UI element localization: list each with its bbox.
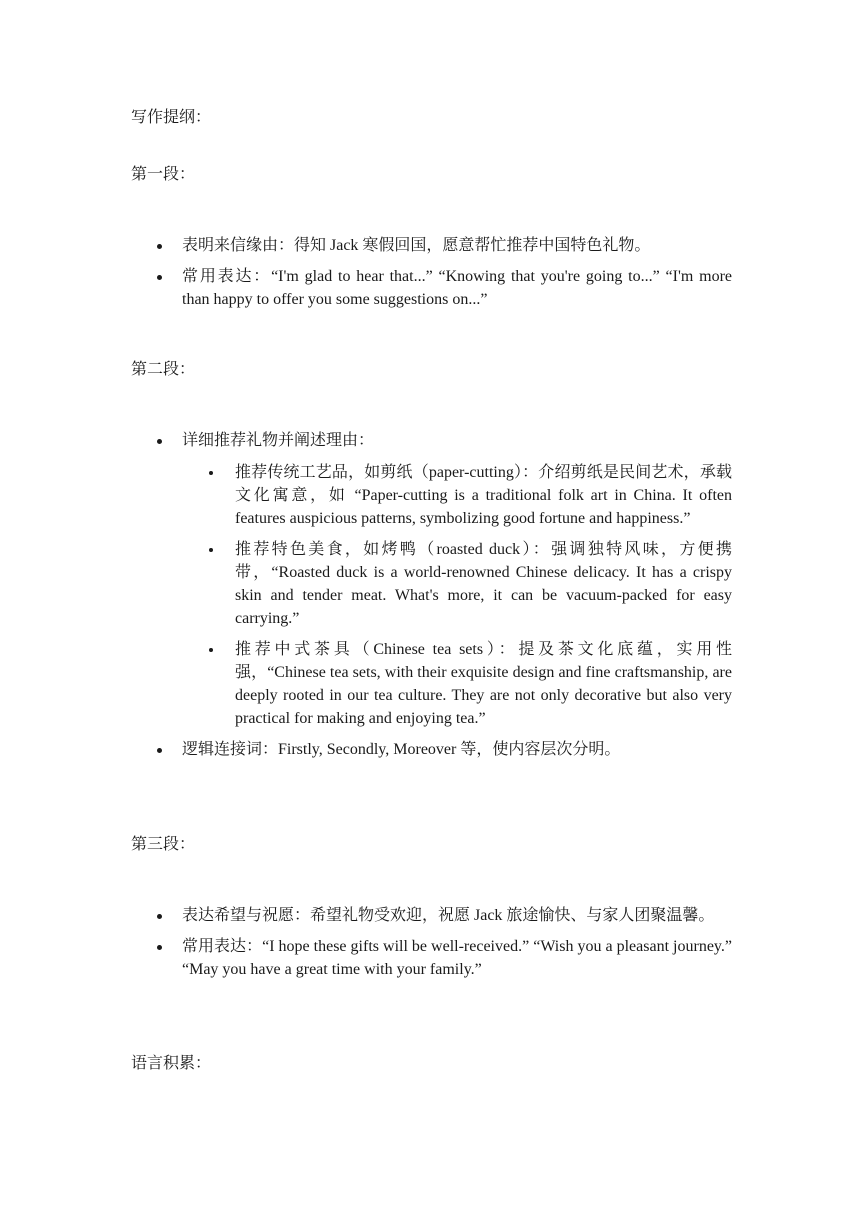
para1-item-expressions: 常用表达：“I'm glad to hear that...” “Knowing that you're going to...” “I'm more than happy to offer you some suggestions on...” (182, 265, 732, 311)
outline-title: 写作提纲： (131, 109, 212, 126)
para2-heading: 第二段： (131, 361, 196, 378)
language-title: 语言积累： (131, 1055, 212, 1072)
gift-item-roasted-duck: 推荐特色美食，如烤鸭（roasted duck）：强调独特风味，方便携带，“Roasted duck is a world-renowned Chinese delicacy. It has a crispy skin and tender meat. What's more, it can be vacuum-packed for easy carrying.” (235, 538, 732, 630)
gift-item-paper-cutting: 推荐传统工艺品，如剪纸（paper-cutting）：介绍剪纸是民间艺术，承载文化寓意，如 “Paper-cutting is a traditional folk art in China. It often features auspicious patterns, symbolizing good fortune and happiness.” (235, 461, 732, 530)
para3-heading: 第三段： (131, 836, 196, 853)
para2-item-intro (182, 429, 732, 730)
para3-item-wishes: 表达希望与祝愿：希望礼物受欢迎，祝愿 Jack 旅途愉快、与家人团聚温馨。 (182, 904, 732, 927)
gift-sublist (182, 461, 732, 730)
para2-intro-text: 详细推荐礼物并阐述理由： (182, 432, 375, 449)
para3-item-expressions: 常用表达：“I hope these gifts will be well-received.” “Wish you a pleasant journey.” “May you have a great time with your family.” (182, 935, 732, 981)
para3-list (182, 904, 732, 981)
gift-item-tea-sets: 推荐中式茶具（Chinese tea sets）：提及茶文化底蕴，实用性强，“Chinese tea sets, with their exquisite design and fine craftsmanship, are deeply rooted in our tea culture. They are not only decorative but also very practical for making and enjoying tea.” (235, 638, 732, 730)
para2-item-connectors: 逻辑连接词：Firstly, Secondly, Moreover 等，使内容层次分明。 (182, 738, 732, 761)
para2-list (182, 429, 732, 761)
para1-list (182, 234, 732, 311)
para1-item-reason: 表明来信缘由：得知 Jack 寒假回国，愿意帮忙推荐中国特色礼物。 (182, 234, 732, 257)
para1-heading: 第一段： (131, 166, 196, 183)
